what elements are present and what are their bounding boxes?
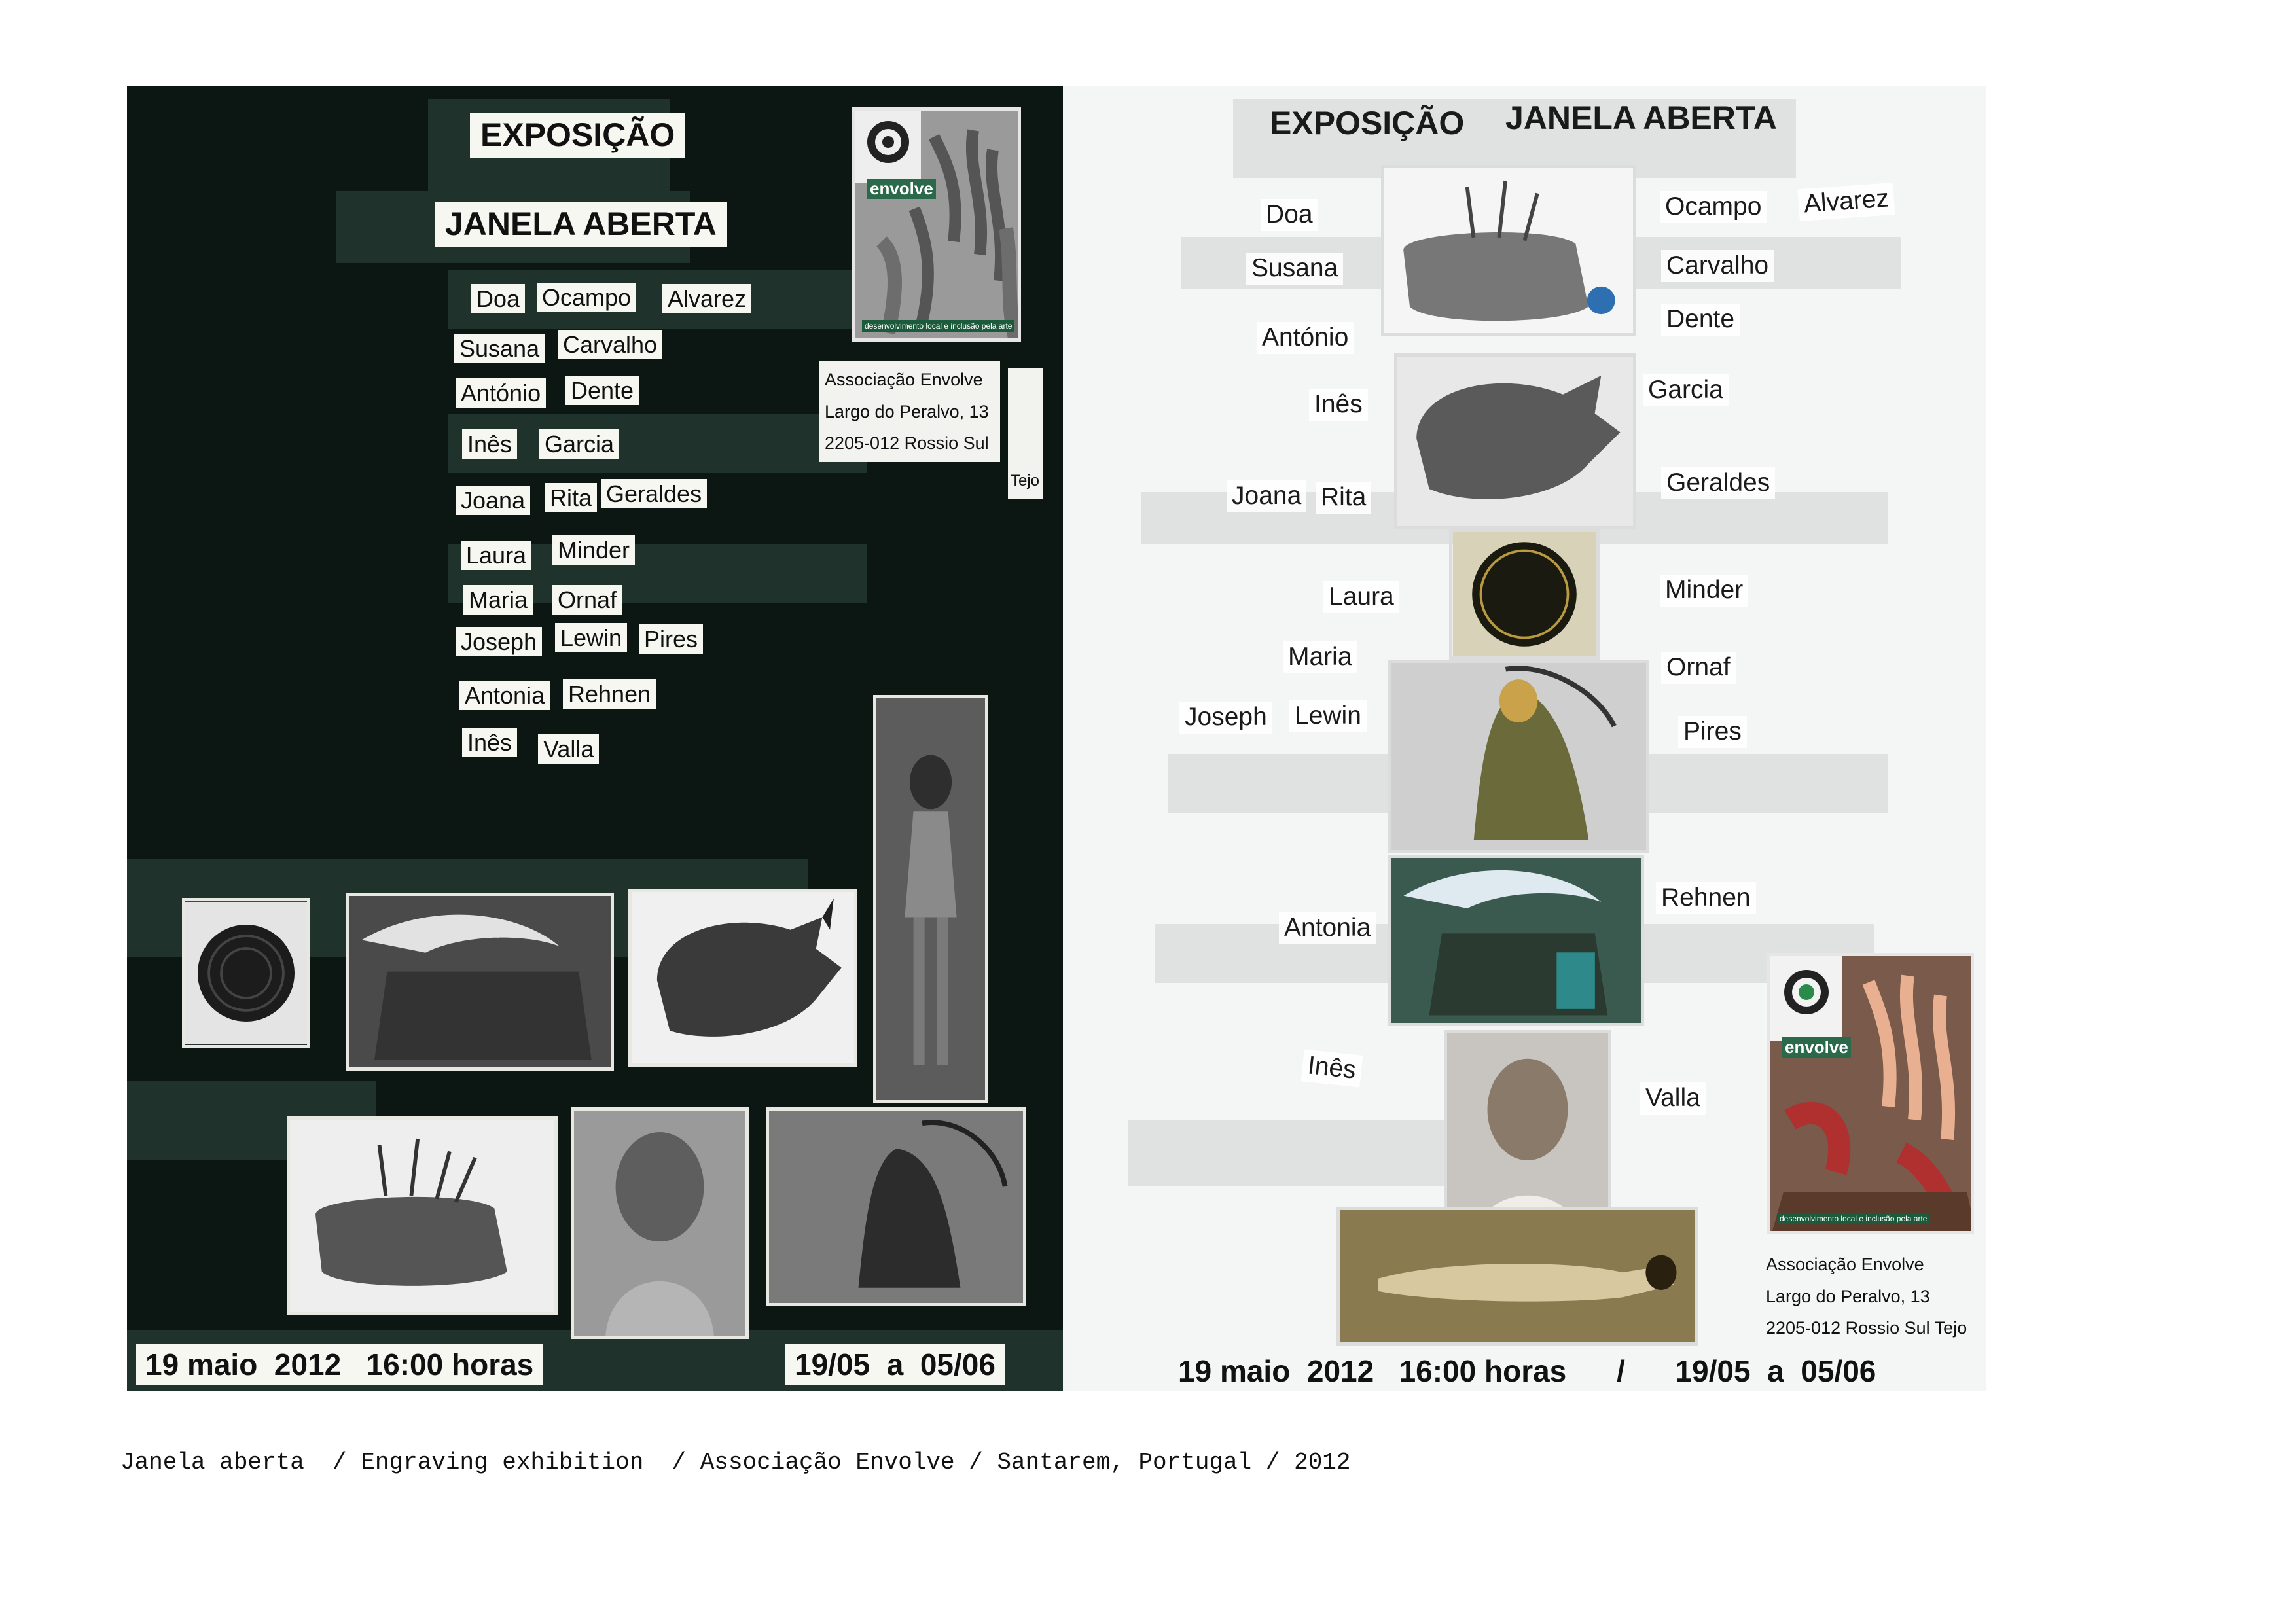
artist-first-name: Joseph — [456, 627, 542, 656]
address-line: Associação Envolve — [1766, 1255, 1924, 1274]
venue-address — [1761, 1246, 1972, 1347]
range-end: 05/06 — [920, 1347, 996, 1382]
logo-wordmark: envolve — [1782, 1037, 1851, 1058]
opening-time: 16:00 horas — [1399, 1354, 1567, 1388]
artist-surname: Geraldes — [601, 479, 707, 508]
address-line: Associação Envolve — [825, 370, 983, 389]
artist-surname: Garcia — [539, 429, 619, 459]
range-separator: a — [886, 1347, 904, 1382]
opening-date: 19 maio — [145, 1347, 258, 1382]
range-start: 19/05 — [795, 1347, 870, 1382]
logo-tagline: desenvolvimento local e inclusão pela arte — [862, 320, 1014, 332]
opening-and-range-line — [1178, 1353, 1876, 1389]
artist-first-name: Inês — [462, 429, 517, 459]
exhibition-heading: EXPOSIÇÃO — [470, 113, 685, 158]
artist-surname: Garcia — [1643, 374, 1729, 406]
rhinoceros-engraving — [628, 889, 857, 1067]
artist-surname: Rehnen — [563, 679, 656, 709]
artist-first-name: Inês — [1301, 1049, 1363, 1087]
artist-first-name: Joseph — [1179, 702, 1272, 734]
artist-surname: Ornaf — [1661, 652, 1736, 684]
artist-surname: Geraldes — [1661, 467, 1775, 499]
range-end: 05/06 — [1801, 1354, 1876, 1388]
artist-first-name: Laura — [1323, 581, 1399, 613]
artist-surname: Minder — [1660, 575, 1748, 607]
plant-in-container-engraving — [287, 1116, 558, 1315]
opening-year: 2012 — [1306, 1354, 1374, 1388]
artist-first-name: Inês — [1309, 389, 1368, 421]
artist-first-name: Joana — [456, 486, 530, 515]
artist-first-name: António — [1257, 322, 1354, 354]
artist-first-name: Susana — [454, 334, 545, 363]
artist-surname: Carvalho — [558, 330, 662, 359]
exhibition-title: JANELA ABERTA — [1505, 99, 1777, 136]
girl-standing-engraving — [873, 695, 988, 1103]
artist-first-name: António — [456, 378, 546, 408]
artist-surname: Carvalho — [1661, 250, 1774, 282]
reaper-figure-engraving — [766, 1107, 1026, 1306]
artist-first-name: Inês — [462, 728, 517, 757]
plant-in-container-engraving — [1381, 165, 1636, 336]
hand-on-table-engraving — [1388, 855, 1644, 1026]
left-poster — [127, 86, 1063, 1391]
crowd-hands-photo — [1770, 956, 1974, 1234]
artist-middle-name: Rita — [1316, 482, 1371, 514]
artist-first-name: Doa — [471, 284, 525, 313]
exhibition-title: JANELA ABERTA — [435, 202, 727, 247]
circular-engraving — [1449, 529, 1600, 660]
artist-surname: Ocampo — [1660, 191, 1767, 223]
artist-surname: Dente — [565, 376, 639, 405]
artist-middle-name: Rita — [545, 483, 597, 512]
artist-first-name: Antonia — [1279, 912, 1376, 944]
opening-time: 16:00 horas — [366, 1347, 534, 1382]
footer-separator: / — [1616, 1354, 1625, 1388]
artist-middle-name: Lewin — [555, 623, 627, 652]
artist-surname: Minder — [552, 535, 635, 565]
artist-surname: Ornaf — [552, 585, 622, 615]
artist-first-name: Maria — [463, 585, 533, 615]
artist-surname: Rehnen — [1656, 882, 1756, 914]
range-separator: a — [1767, 1354, 1784, 1388]
artist-first-name: Susana — [1246, 253, 1343, 285]
artist-surname: Pires — [1678, 716, 1747, 748]
address-line: 2205-012 Rossio Sul Tejo — [1766, 1318, 1967, 1338]
artist-surname: Pires — [639, 624, 703, 654]
artist-first-name: Laura — [461, 541, 531, 570]
artist-surname: Alvarez — [662, 284, 751, 313]
venue-address — [819, 361, 1000, 462]
address-line: Largo do Peralvo, 13 — [825, 401, 989, 421]
range-start: 19/05 — [1675, 1354, 1751, 1388]
artist-surname: Ocampo — [537, 283, 636, 312]
image-caption: Janela aberta / Engraving exhibition / Associação Envolve / Santarem, Portugal / 2012 — [120, 1449, 1351, 1476]
opening-date: 19 maio — [1178, 1354, 1291, 1388]
artist-surname: Dente — [1661, 304, 1740, 336]
exhibition-heading: EXPOSIÇÃO — [1270, 105, 1465, 141]
crowd-hands-photo — [855, 111, 1021, 342]
right-poster — [1063, 86, 1986, 1391]
masked-face-engraving — [571, 1107, 749, 1339]
artist-first-name: Joana — [1227, 480, 1306, 512]
logo-wordmark: envolve — [867, 179, 936, 199]
artist-first-name: Antonia — [459, 681, 550, 710]
artist-surname: Valla — [1640, 1082, 1706, 1115]
circular-engraving — [182, 898, 310, 1048]
artist-surname: Alvarez — [1797, 183, 1895, 221]
artist-first-name: Maria — [1283, 641, 1357, 673]
hand-on-table-engraving — [346, 893, 614, 1071]
reclining-figure-engraving — [1336, 1207, 1698, 1346]
rhinoceros-engraving — [1394, 353, 1636, 529]
envolve-logo-poster — [1767, 953, 1974, 1234]
opening-date-box — [136, 1344, 543, 1385]
envolve-logo-poster — [852, 107, 1021, 342]
logo-tagline: desenvolvimento local e inclusão pela arte — [1777, 1213, 1929, 1224]
venue-address-tail — [1008, 368, 1043, 499]
artist-first-name: Doa — [1261, 199, 1318, 231]
opening-year: 2012 — [274, 1347, 342, 1382]
reaper-figure-engraving — [1388, 660, 1649, 853]
address-line: 2205-012 Rossio Sul — [825, 433, 989, 454]
exhibition-range-box — [785, 1344, 1005, 1385]
artist-middle-name: Lewin — [1289, 700, 1367, 732]
address-line: Largo do Peralvo, 13 — [1766, 1286, 1930, 1306]
artist-surname: Valla — [538, 734, 599, 764]
address-line: Tejo — [1011, 471, 1040, 490]
